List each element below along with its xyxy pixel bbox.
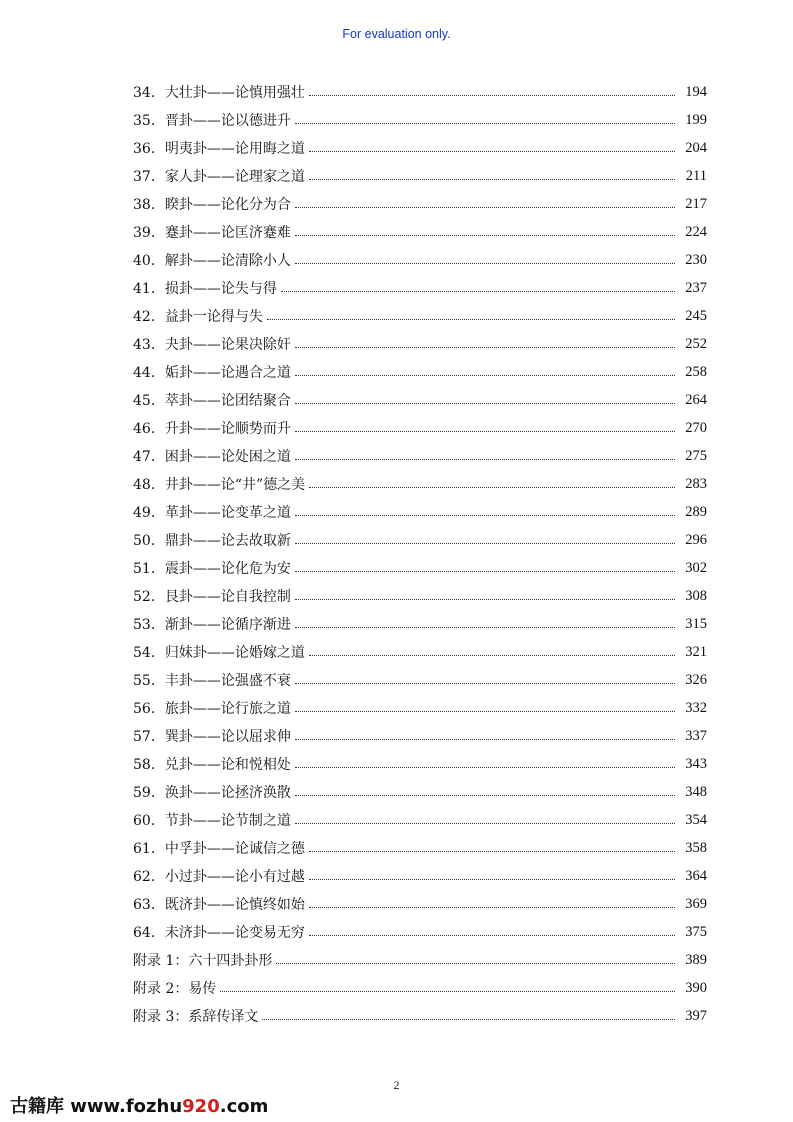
toc-entry[interactable] (133, 638, 707, 666)
toc-entry[interactable] (133, 862, 707, 890)
toc-entry-title: 57．巽卦——论以屈求伸 (133, 729, 291, 745)
toc-entry-title: 38．睽卦——论化分为合 (133, 197, 291, 213)
toc-dot-leader (295, 795, 675, 796)
toc-entry-page: 224 (685, 223, 707, 240)
toc-entry-title: 附录 3：系辞传译文 (133, 1009, 259, 1025)
toc-dot-leader (309, 851, 675, 852)
toc-entry[interactable] (133, 918, 707, 946)
toc-entry[interactable] (133, 610, 707, 638)
toc-dot-leader (309, 907, 675, 908)
watermark-suffix: .com (219, 1096, 269, 1117)
toc-entry[interactable] (133, 190, 707, 218)
toc-dot-leader (295, 431, 675, 432)
toc-entry[interactable] (133, 134, 707, 162)
toc-entry-title: 42．益卦一论得与失 (133, 309, 263, 325)
evaluation-notice: For evaluation only. (342, 27, 451, 41)
toc-entry-title: 60．节卦——论节制之道 (133, 813, 291, 829)
toc-entry-title: 40．解卦——论清除小人 (133, 253, 291, 269)
toc-dot-leader (295, 207, 675, 208)
toc-entry-page: 194 (685, 83, 707, 100)
watermark-accent: 920 (182, 1096, 220, 1117)
toc-entry[interactable] (133, 806, 707, 834)
toc-entry-page: 364 (685, 867, 707, 884)
toc-entry[interactable] (133, 750, 707, 778)
toc-entry[interactable] (133, 358, 707, 386)
toc-entry-page: 211 (685, 167, 707, 184)
page-number: 2 (393, 1078, 400, 1092)
toc-dot-leader (295, 263, 675, 264)
toc-entry-title: 46．升卦——论顺势而升 (133, 421, 291, 437)
toc-entry-page: 326 (685, 671, 707, 688)
toc-entry[interactable] (133, 694, 707, 722)
toc-entry-page: 270 (685, 419, 707, 436)
toc-entry[interactable] (133, 778, 707, 806)
toc-dot-leader (309, 935, 675, 936)
toc-entry-title: 41．损卦——论失与得 (133, 281, 277, 297)
toc-dot-leader (295, 515, 675, 516)
toc-entry-page: 275 (685, 447, 707, 464)
toc-entry[interactable] (133, 890, 707, 918)
toc-dot-leader (295, 683, 675, 684)
toc-entry-title: 59．涣卦——论拯济涣散 (133, 785, 291, 801)
toc-entry[interactable] (133, 498, 707, 526)
toc-dot-leader (276, 963, 675, 964)
toc-entry-title: 44．姤卦——论遇合之道 (133, 365, 291, 381)
toc-entry-title: 58．兑卦——论和悦相处 (133, 757, 291, 773)
toc-entry-page: 296 (685, 531, 707, 548)
toc-entry[interactable] (133, 218, 707, 246)
toc-entry[interactable] (133, 722, 707, 750)
toc-entry-page: 204 (685, 139, 707, 156)
toc-entry-title: 64．未济卦——论变易无穷 (133, 925, 305, 941)
toc-entry-title: 36．明夷卦——论用晦之道 (133, 141, 305, 157)
toc-dot-leader (309, 179, 675, 180)
toc-entry-page: 315 (685, 615, 707, 632)
toc-entry[interactable] (133, 526, 707, 554)
toc-entry-title: 62．小过卦——论小有过越 (133, 869, 305, 885)
toc-entry-page: 390 (685, 979, 707, 996)
toc-entry-page: 283 (685, 475, 707, 492)
toc-entry-page: 369 (685, 895, 707, 912)
toc-entry-page: 397 (685, 1007, 707, 1024)
toc-entry[interactable] (133, 302, 707, 330)
toc-entry-title: 39．蹇卦——论匡济蹇难 (133, 225, 291, 241)
toc-entry-page: 199 (685, 111, 707, 128)
toc-entry-page: 245 (685, 307, 707, 324)
toc-entry-page: 302 (685, 559, 707, 576)
toc-entry[interactable] (133, 274, 707, 302)
toc-entry-title: 48．井卦——论“井”德之美 (133, 477, 306, 493)
toc-entry-page: 343 (685, 755, 707, 772)
toc-dot-leader (309, 655, 675, 656)
toc-entry-title: 37．家人卦——论理家之道 (133, 169, 305, 185)
toc-entry-title: 附录 2：易传 (133, 981, 217, 997)
site-watermark (10, 1092, 268, 1118)
toc-entry[interactable] (133, 106, 707, 134)
toc-entry[interactable] (133, 414, 707, 442)
table-of-contents (133, 78, 707, 1030)
toc-entry-page: 354 (685, 811, 707, 828)
toc-dot-leader (295, 599, 675, 600)
toc-entry[interactable] (133, 330, 707, 358)
toc-entry-title: 47．困卦——论处困之道 (133, 449, 291, 465)
toc-entry-title: 附录 1：六十四卦卦形 (133, 953, 273, 969)
toc-entry-title: 45．萃卦——论团结聚合 (133, 393, 291, 409)
toc-dot-leader (295, 823, 675, 824)
toc-entry-page: 230 (685, 251, 707, 268)
toc-dot-leader (295, 375, 675, 376)
toc-dot-leader (295, 767, 675, 768)
toc-entry-title: 43．夬卦——论果决除奸 (133, 337, 291, 353)
toc-dot-leader (295, 403, 675, 404)
toc-entry-page: 289 (685, 503, 707, 520)
toc-dot-leader (295, 571, 675, 572)
toc-dot-leader (295, 711, 675, 712)
toc-entry-page: 332 (685, 699, 707, 716)
toc-dot-leader (267, 319, 675, 320)
toc-dot-leader (295, 235, 675, 236)
toc-dot-leader (309, 151, 675, 152)
toc-dot-leader (295, 627, 675, 628)
toc-entry-page: 237 (685, 279, 707, 296)
toc-dot-leader (309, 879, 675, 880)
toc-entry-page: 348 (685, 783, 707, 800)
toc-entry-page: 258 (685, 363, 707, 380)
toc-dot-leader (295, 347, 675, 348)
toc-dot-leader (295, 543, 675, 544)
toc-dot-leader (309, 487, 675, 488)
toc-dot-leader (262, 1019, 675, 1020)
toc-entry-page: 358 (685, 839, 707, 856)
toc-entry-title: 35．晋卦——论以德进升 (133, 113, 291, 129)
toc-entry[interactable] (133, 78, 707, 106)
toc-entry-title: 61．中孚卦——论诚信之德 (133, 841, 305, 857)
toc-entry-page: 252 (685, 335, 707, 352)
toc-entry-title: 54．归妹卦——论婚嫁之道 (133, 645, 305, 661)
toc-entry-title: 53．渐卦——论循序渐进 (133, 617, 291, 633)
toc-entry-title: 55．丰卦——论强盛不衰 (133, 673, 291, 689)
toc-entry[interactable] (133, 246, 707, 274)
toc-entry[interactable] (133, 834, 707, 862)
toc-entry-page: 308 (685, 587, 707, 604)
toc-entry[interactable] (133, 974, 707, 1002)
toc-entry[interactable] (133, 946, 707, 974)
toc-entry[interactable] (133, 666, 707, 694)
toc-entry[interactable] (133, 442, 707, 470)
toc-dot-leader (309, 95, 675, 96)
toc-entry-page: 321 (685, 643, 707, 660)
toc-entry[interactable] (133, 470, 707, 498)
toc-entry[interactable] (133, 1002, 707, 1030)
toc-entry[interactable] (133, 162, 707, 190)
toc-entry-title: 56．旅卦——论行旅之道 (133, 701, 291, 717)
toc-entry-page: 375 (685, 923, 707, 940)
toc-entry-page: 264 (685, 391, 707, 408)
toc-dot-leader (281, 291, 675, 292)
toc-entry-title: 51．震卦——论化危为安 (133, 561, 291, 577)
toc-entry-title: 34．大壮卦——论慎用强壮 (133, 85, 305, 101)
toc-entry-page: 217 (685, 195, 707, 212)
toc-entry-page: 337 (685, 727, 707, 744)
toc-entry-title: 49．革卦——论变革之道 (133, 505, 291, 521)
toc-entry-page: 389 (685, 951, 707, 968)
toc-dot-leader (220, 991, 675, 992)
toc-dot-leader (295, 459, 675, 460)
toc-entry-title: 52．艮卦——论自我控制 (133, 589, 291, 605)
toc-dot-leader (295, 739, 675, 740)
toc-entry[interactable] (133, 582, 707, 610)
watermark-prefix: 古籍库 www.fozhu (10, 1096, 183, 1117)
toc-entry-title: 50．鼎卦——论去故取新 (133, 533, 291, 549)
toc-entry[interactable] (133, 554, 707, 582)
toc-dot-leader (295, 123, 675, 124)
toc-entry[interactable] (133, 386, 707, 414)
toc-entry-title: 63．既济卦——论慎终如始 (133, 897, 305, 913)
